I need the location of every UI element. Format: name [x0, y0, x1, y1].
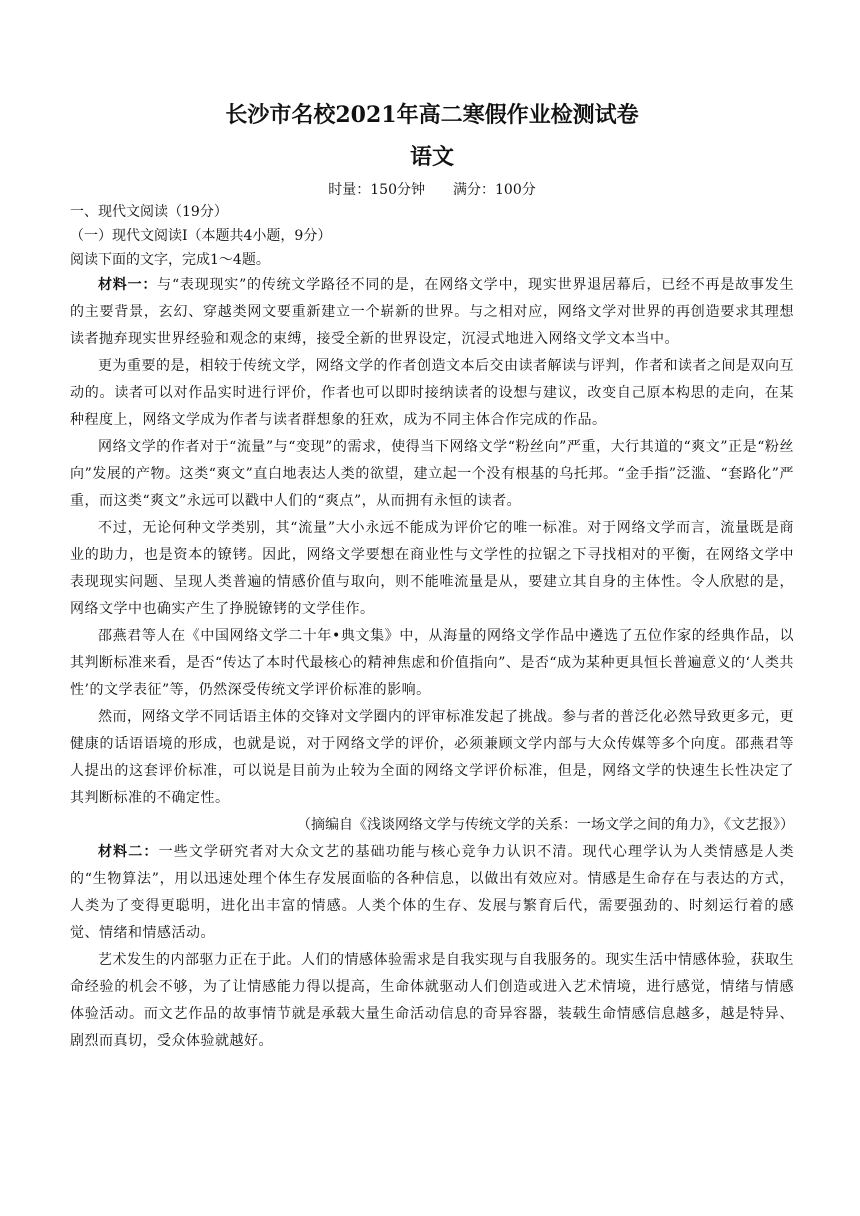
material2-paragraph-2: 艺术发生的内部驱力正在于此。人们的情感体验需求是自我实现与自我服务的。现实生活中情感体验，获取生命经验的机会不够，为了让情感能力得以提高，生命体就驱动人们创造或进入艺术情境，进行感觉，情绪与情感体验活动。而文艺作品的故事情节就是承载大量生命活动信息的奇异容器，装载生命情感信息越多，越是特异、剧烈而真切，受众体验就越好。: [70, 952, 794, 1049]
subject-title: 语文: [409, 144, 454, 170]
exam-title: 长沙市名校2021年高二寒假作业检测试卷: [225, 102, 639, 128]
material1-label: 材料一：: [98, 277, 158, 293]
material1-paragraph-3: 网络文学的作者对于“流量”与“变现”的需求，使得当下网络文学“粉丝向”严重，大行其道的“爽文”正是“粉丝向”发展的产物。这类“爽文”直白地表达人类的欲望，建立起一个没有根基的乌托邦。“金手指”泛滥、“套路化”严重，而这类“爽文”永远可以戳中人们的“爽点”，从而拥有永恒的读者。: [70, 439, 794, 509]
full-score: 满分：100分: [453, 182, 536, 198]
time-score-line: [70, 180, 794, 200]
material2-paragraph-1-text: 一些文学研究者对大众文艺的基础功能与核心竞争力认识不清。现代心理学认为人类情感是人类的“生物算法”，用以迅速处理个体生存发展面临的各种信息，以做出有效应对。情感是生命存在与表达的方式，人类为了变得更聪明，进化出丰富的情感。人类个体的生存、发展与繁育后代，需要强劲的、时刻运行着的感觉、情绪和情感活动。: [70, 844, 794, 941]
time-limit: 时量：150分钟: [328, 182, 425, 198]
reading-instruction: 阅读下面的文字，完成1～4题。: [70, 252, 270, 268]
subsection-heading: （一）现代文阅读Ⅰ（本题共4小题，9分）: [70, 228, 332, 244]
material1-paragraph-4: 不过，无论何种文学类别，其“流量”大小永远不能成为评价它的唯一标准。对于网络文学而言，流量既是商业的助力，也是资本的镣铐。因此，网络文学要想在商业性与文学性的拉锯之下寻找相对的平衡，在网络文学中表现现实问题、呈现人类普遍的情感价值与取向，则不能唯流量是从，要建立其自身的主体性。令人欣慰的是，网络文学中也确实产生了挣脱镣铐的文学佳作。: [70, 520, 794, 617]
material2-paragraph-1: [70, 839, 794, 947]
material2-label: 材料二：: [98, 844, 159, 860]
section-heading: 一、现代文阅读（19分）: [70, 204, 228, 220]
material1-source: （摘编自《浅谈网络文学与传统文学的关系：一场文学之间的角力》，《文艺报》）: [297, 817, 794, 833]
material1-paragraph-5: 邵燕君等人在《中国网络文学二十年•典文集》中，从海量的网络文学作品中遴选了五位作家的经典作品，以其判断标准来看，是否“传达了本时代最核心的精神焦虑和价值指向”、是否“成为某种更具恒长普遍意义的‘人类共性’的文学表征”等，仍然深受传统文学评价标准的影响。: [70, 628, 794, 698]
material1-paragraph-6: 然而，网络文学不同话语主体的交锋对文学圈内的评审标准发起了挑战。参与者的普泛化必然导致更多元，更健康的话语语境的形成，也就是说，对于网络文学的评价，必须兼顾文学内部与大众传媒等多个向度。邵燕君等人提出的这套评价标准，可以说是目前为止较为全面的网络文学评价标准，但是，网络文学的快速生长性决定了其判断标准的不确定性。: [70, 709, 794, 806]
material1-paragraph-1-text: 与“表现现实”的传统文学路径不同的是，在网络文学中，现实世界退居幕后，已经不再是故事发生的主要背景，玄幻、穿越类网文要重新建立一个崭新的世界。与之相对应，网络文学对世界的再创造要求其理想读者抛弃现实世界经验和观念的束缚，接受全新的世界设定，沉浸式地进入网络文学文本当中。: [70, 277, 795, 347]
material1-paragraph-1: [70, 272, 794, 353]
material1-paragraph-2: 更为重要的是，相较于传统文学，网络文学的作者创造文本后交由读者解读与评判，作者和读者之间是双向互动的。读者可以对作品实时进行评价，作者也可以即时接纳读者的设想与建议，改变自己原本构思的走向，在某种程度上，网络文学成为作者与读者群想象的狂欢，成为不同主体合作完成的作品。: [70, 358, 794, 428]
